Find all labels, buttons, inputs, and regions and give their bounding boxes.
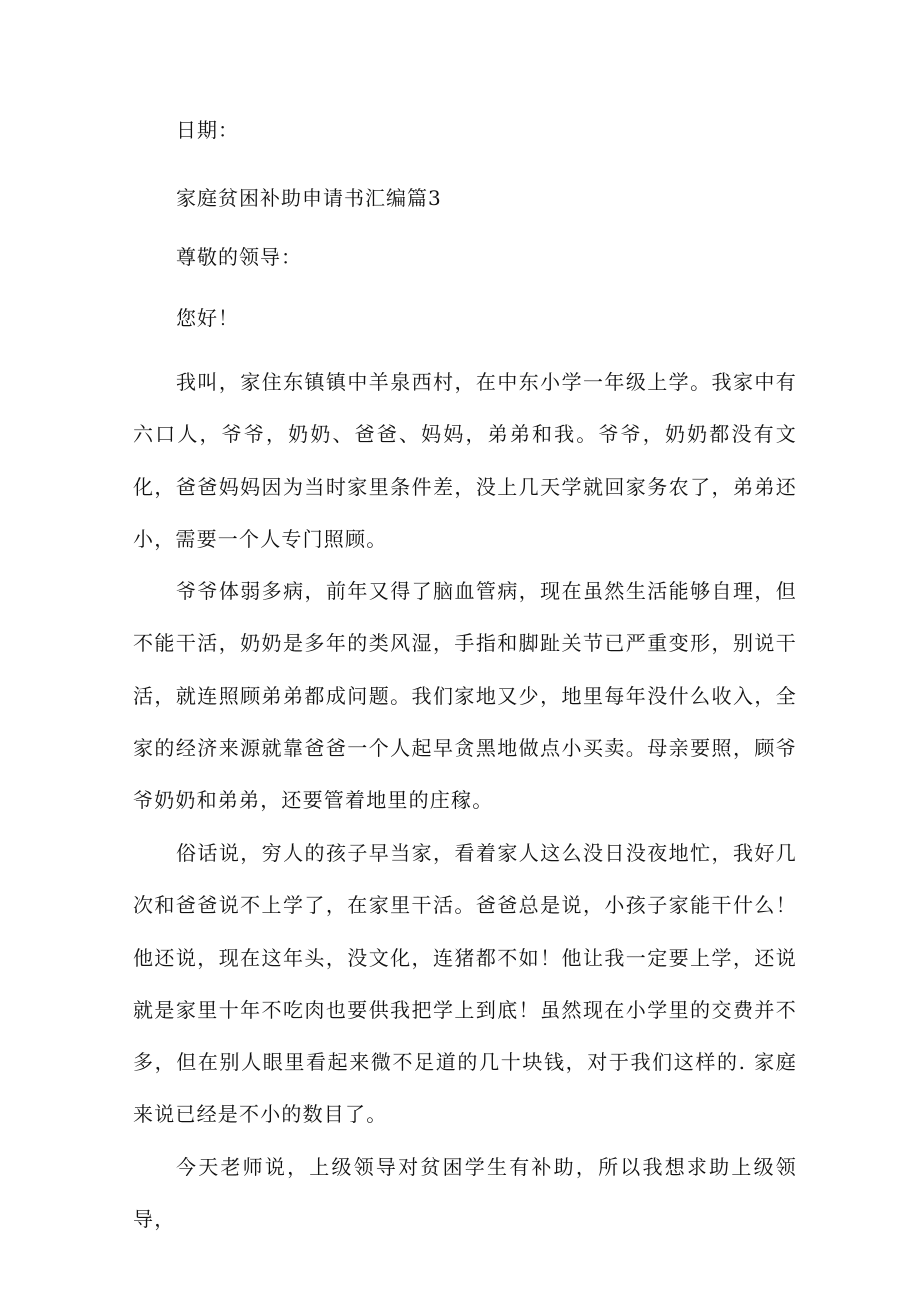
date-label: 日期： xyxy=(176,118,239,142)
salutation: 尊敬的领导： xyxy=(176,245,302,269)
section-title: 家庭贫困补助申请书汇编篇3 xyxy=(176,186,442,210)
greeting: 您好！ xyxy=(176,306,239,330)
paragraph-1: 我叫，家住东镇镇中羊泉西村，在中东小学一年级上学。我家中有六口人，爷爷，奶奶、爸爸、妈妈，弟弟和我。爷爷，奶奶都没有文化，爸爸妈妈因为当时家里条件差，没上几天学就回家务农了，弟弟还小，需要一个人专门照顾。 xyxy=(133,370,797,551)
paragraph-2: 爷爷体弱多病，前年又得了脑血管病，现在虽然生活能够自理，但不能干活，奶奶是多年的类风湿，手指和脚趾关节已严重变形，别说干活，就连照顾弟弟都成问题。我们家地又少，地里每年没什么收入，全家的经济来源就靠爸爸一个人起早贪黑地做点小买卖。母亲要照，顾爷爷奶奶和弟弟，还要管着地里的庄稼。 xyxy=(133,579,797,813)
paragraph-3: 俗话说，穷人的孩子早当家，看着家人这么没日没夜地忙，我好几次和爸爸说不上学了，在家里干活。爸爸总是说，小孩子家能干什么！他还说，现在这年头，没文化，连猪都不如！他让我一定要上学，还说就是家里十年不吃肉也要供我把学上到底！虽然现在小学里的交费并不多，但在别人眼里看起来微不足道的几十块钱，对于我们这样的. 家庭来说已经是不小的数目了。 xyxy=(133,841,797,1127)
paragraph-4: 今天老师说，上级领导对贫困学生有补助，所以我想求助上级领导， xyxy=(133,1155,797,1232)
